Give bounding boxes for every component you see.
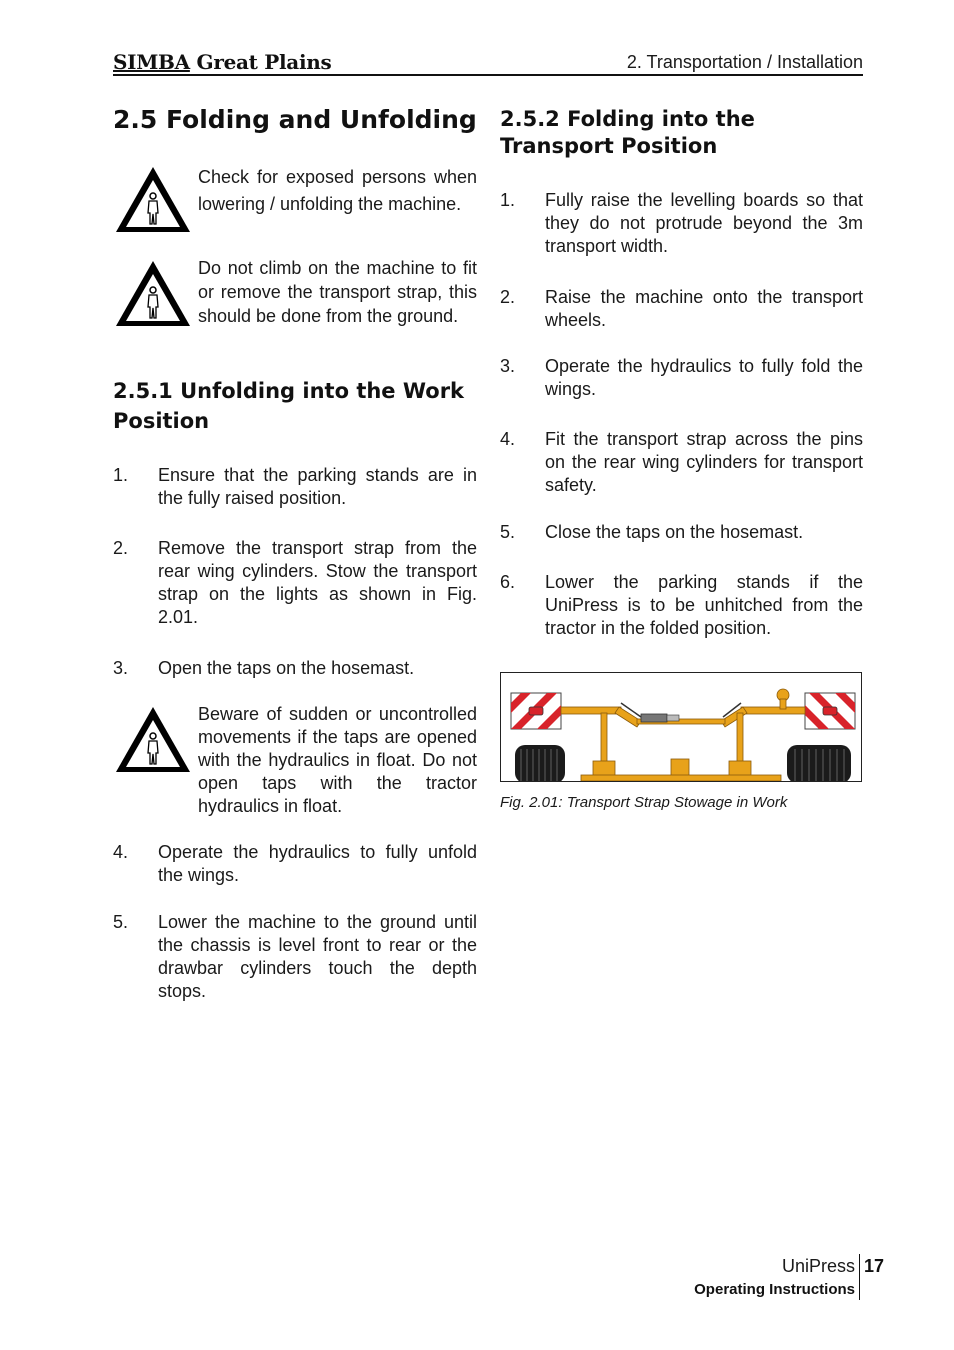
footer-subtitle: Operating Instructions [694, 1281, 855, 1298]
footer-product: UniPress [781, 1256, 855, 1276]
warning-icon [113, 164, 193, 234]
machine-frame [561, 689, 805, 781]
header-section: 2. Transportation / Installation [626, 52, 863, 72]
brand-simba: SIMBA [113, 50, 190, 74]
left-wheel [515, 745, 565, 781]
brand-logo [113, 50, 331, 74]
subsection-title-unfolding: 2.5.1 Unfolding into the Work Position [113, 379, 465, 433]
warning-text-3: Beware of sudden or uncontrolled movements if the taps are opened with the hydraulics in float. Do not open taps with the tractor hydraulics in float. [198, 704, 477, 816]
warning-text-1: Check for exposed persons when lowering / unfolding the machine. [198, 167, 477, 214]
brand-great-plains: Great Plains [196, 50, 332, 74]
right-marker-board [805, 693, 861, 729]
figure-caption: Fig. 2.01: Transport Strap Stowage in Work [500, 794, 788, 811]
section-title: 2.5 Folding and Unfolding [113, 105, 477, 134]
left-marker-board [501, 693, 561, 729]
warning-icon [113, 704, 193, 774]
header-rule [113, 74, 863, 76]
page-number: 17 [864, 1256, 885, 1276]
machine-illustration [501, 673, 861, 781]
subsection-title-folding: 2.5.2 Folding into the Transport Position [500, 107, 755, 158]
warning-text-2: Do not climb on the machine to fit or remove the transport strap, this should be done from the ground. [198, 258, 477, 326]
figure-transport-strap [500, 672, 862, 782]
warning-icon [113, 258, 193, 328]
right-wheel [787, 745, 851, 781]
footer-divider [859, 1254, 860, 1300]
